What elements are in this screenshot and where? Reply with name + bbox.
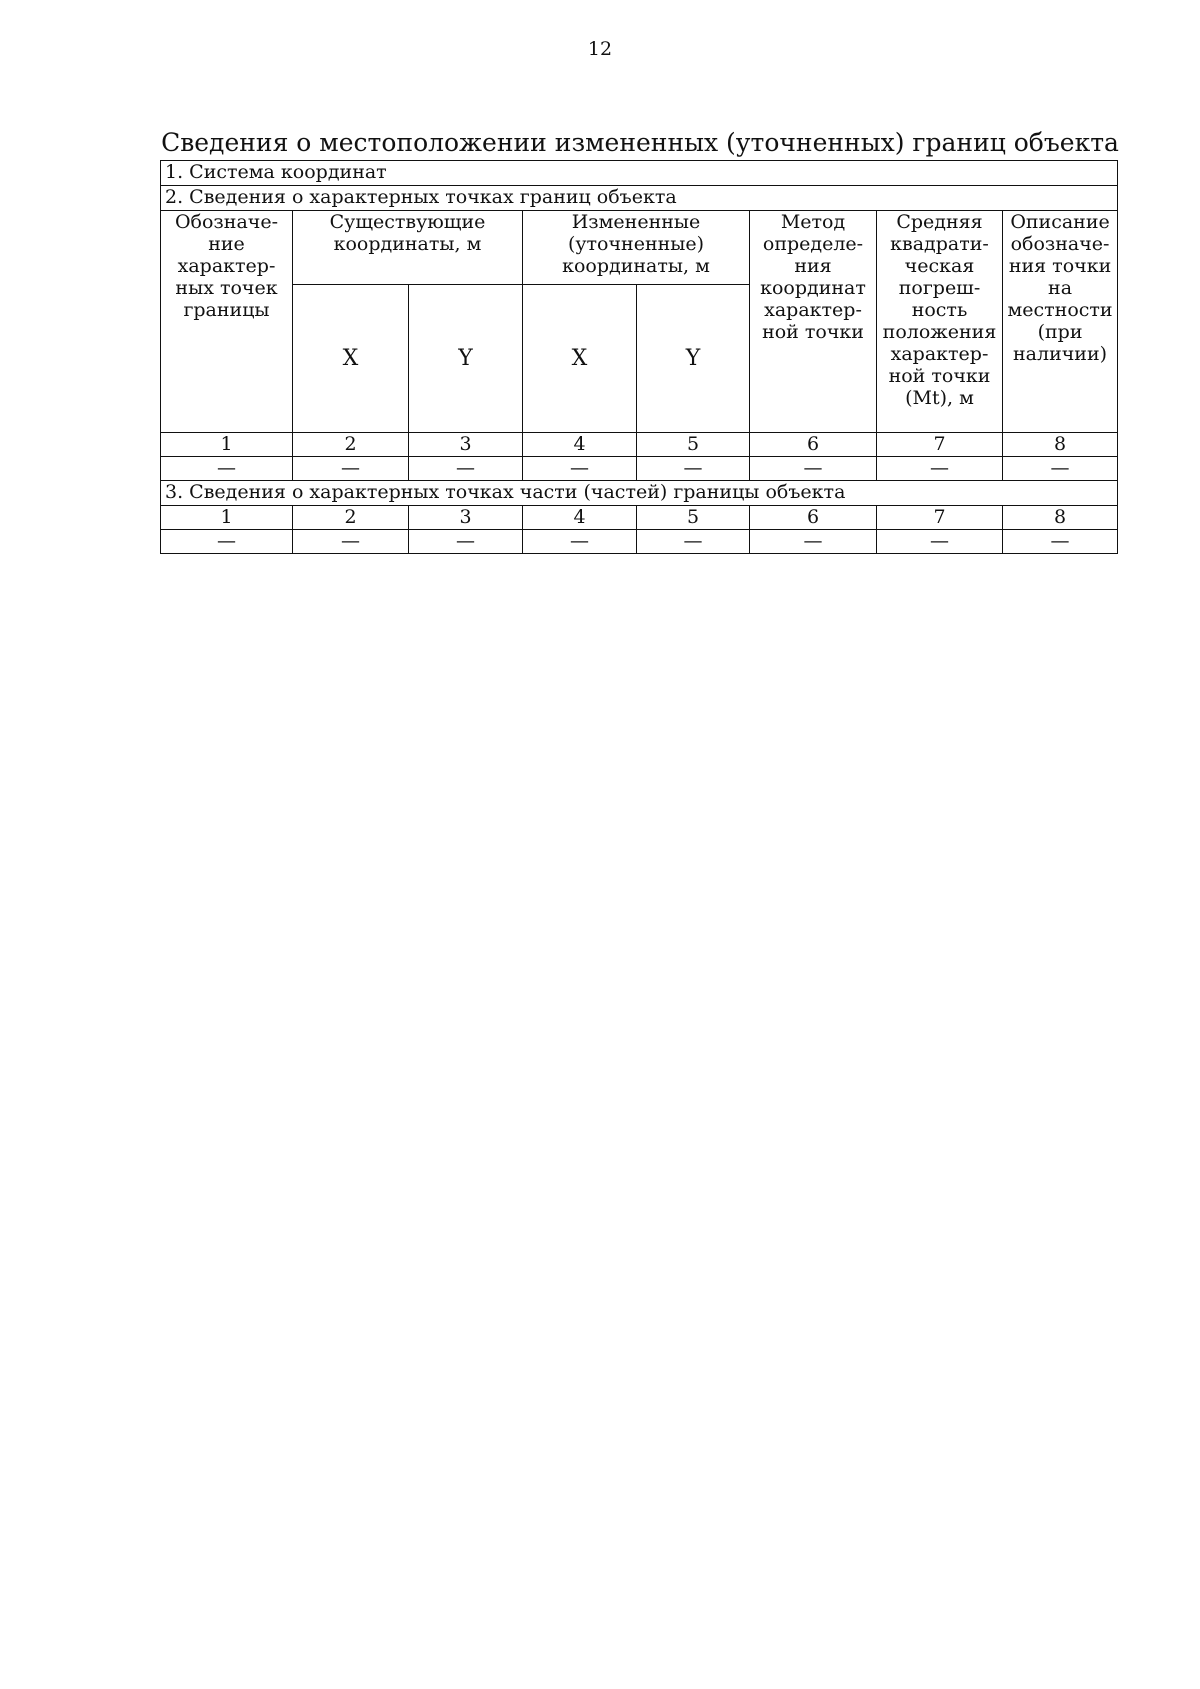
header-existing-coordinates: Существующие координаты, м bbox=[293, 211, 523, 285]
header-method: Метод определе-ния координат характер-ной точки bbox=[750, 211, 877, 433]
table-row bbox=[161, 530, 1118, 554]
column-number: 4 bbox=[523, 433, 637, 457]
boundary-points-table bbox=[160, 160, 1118, 554]
table-cell: — bbox=[750, 530, 877, 554]
column-number: 3 bbox=[409, 433, 523, 457]
header-existing-x: X bbox=[293, 285, 409, 433]
column-number: 3 bbox=[409, 506, 523, 530]
column-number: 4 bbox=[523, 506, 637, 530]
section-part-boundary-points: 3. Сведения о характерных точках части (частей) границы объекта bbox=[161, 481, 1118, 506]
table-cell: — bbox=[293, 530, 409, 554]
section-coordinate-system: 1. Система координат bbox=[161, 161, 1118, 186]
column-number: 5 bbox=[637, 433, 750, 457]
table-row bbox=[161, 457, 1118, 481]
header-changed-y: Y bbox=[637, 285, 750, 433]
table-cell: — bbox=[409, 457, 523, 481]
column-number: 5 bbox=[637, 506, 750, 530]
document-title: Сведения о местоположении измененных (уточненных) границ объекта bbox=[161, 128, 1119, 157]
table-cell: — bbox=[161, 457, 293, 481]
table-cell: — bbox=[750, 457, 877, 481]
column-number: 1 bbox=[161, 433, 293, 457]
section-boundary-points: 2. Сведения о характерных точках границ объекта bbox=[161, 186, 1118, 211]
table-cell: — bbox=[637, 457, 750, 481]
table-cell: — bbox=[523, 457, 637, 481]
column-numbers-row bbox=[161, 433, 1118, 457]
header-changed-x: X bbox=[523, 285, 637, 433]
header-existing-y: Y bbox=[409, 285, 523, 433]
column-number: 6 bbox=[750, 433, 877, 457]
table-cell: — bbox=[877, 530, 1003, 554]
column-number: 1 bbox=[161, 506, 293, 530]
column-number: 6 bbox=[750, 506, 877, 530]
column-number: 7 bbox=[877, 506, 1003, 530]
table-cell: — bbox=[409, 530, 523, 554]
table-cell: — bbox=[293, 457, 409, 481]
table-cell: — bbox=[1003, 457, 1118, 481]
header-changed-coordinates: Измененные (уточненные) координаты, м bbox=[523, 211, 750, 285]
column-number: 2 bbox=[293, 433, 409, 457]
table-cell: — bbox=[1003, 530, 1118, 554]
header-point-description: Описание обозначе-ния точки на местности (при наличии) bbox=[1003, 211, 1118, 433]
table-cell: — bbox=[161, 530, 293, 554]
column-number: 2 bbox=[293, 506, 409, 530]
table-cell: — bbox=[523, 530, 637, 554]
column-number: 8 bbox=[1003, 433, 1118, 457]
page-number: 12 bbox=[587, 38, 613, 60]
column-numbers-row bbox=[161, 506, 1118, 530]
table-cell: — bbox=[877, 457, 1003, 481]
column-number: 7 bbox=[877, 433, 1003, 457]
column-number: 8 bbox=[1003, 506, 1118, 530]
header-mean-square-error: Средняя квадрати-ческая погреш-ность положения характер-ной точки (Mt), м bbox=[877, 211, 1003, 433]
header-point-designation: Обозначе-ние характер-ных точек границы bbox=[161, 211, 293, 433]
table-cell: — bbox=[637, 530, 750, 554]
